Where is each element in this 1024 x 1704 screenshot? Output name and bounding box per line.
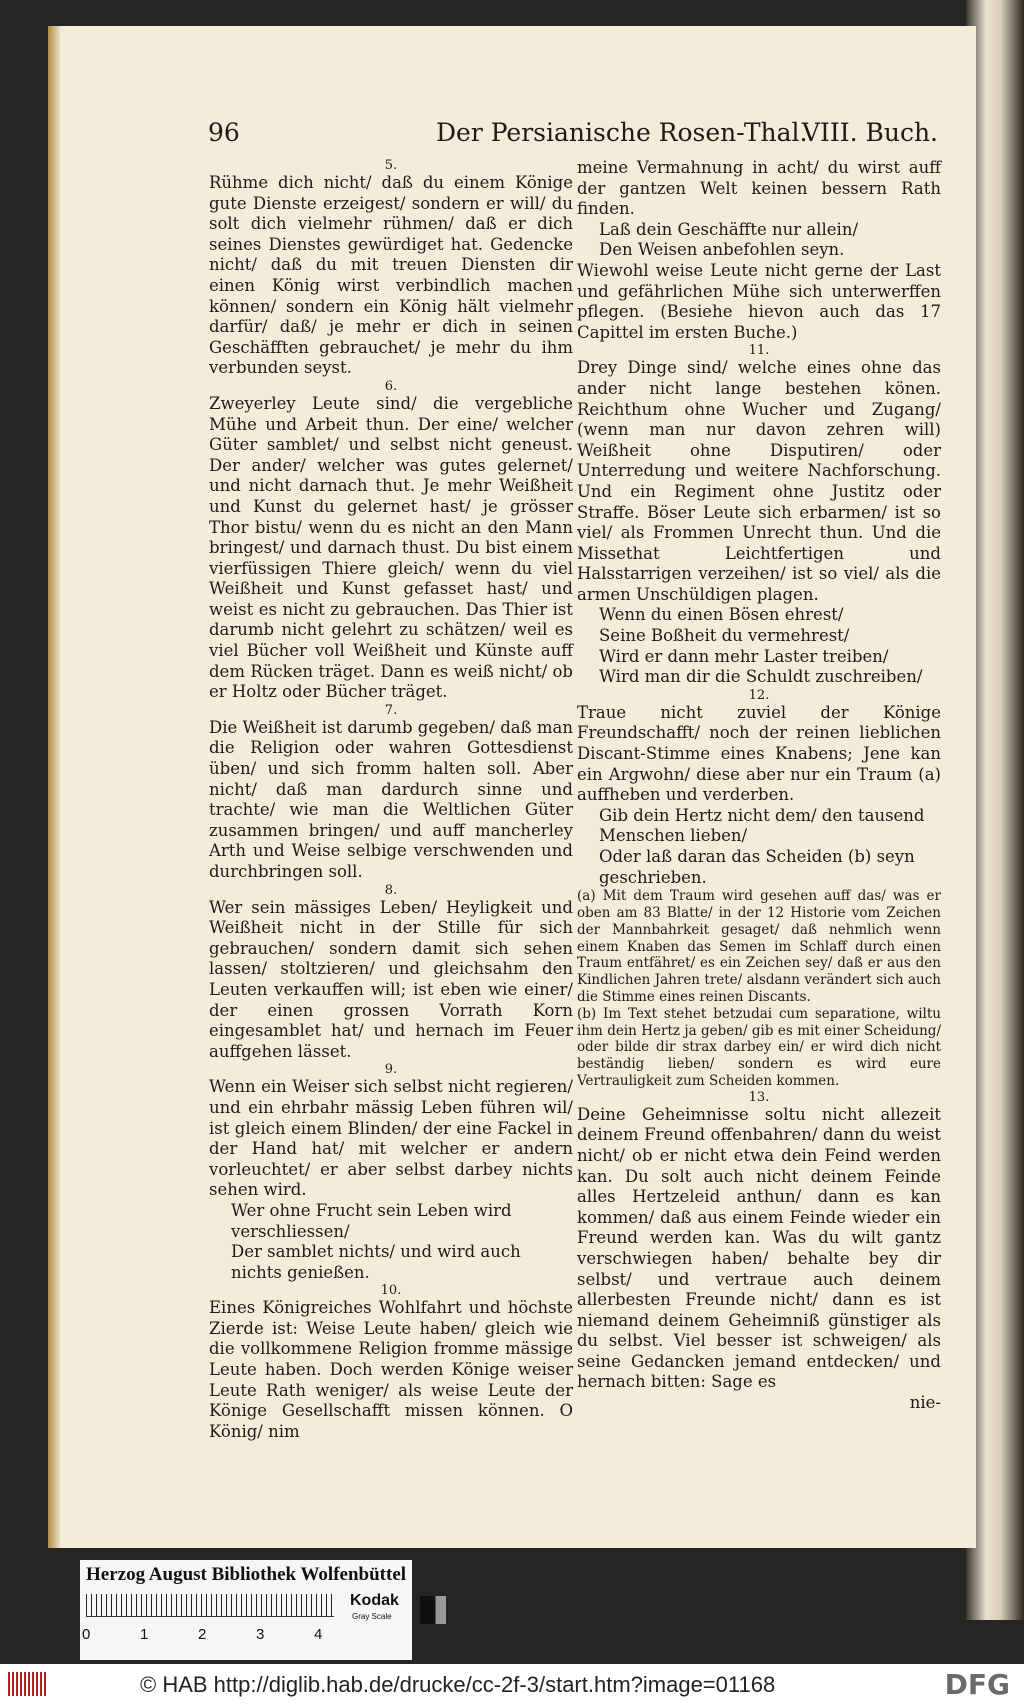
section-number: 9. [384,1062,398,1078]
running-header [208,118,938,154]
verse-line: Wird er dann mehr Laster treiben/ [599,646,889,666]
verse-line: Wird man dir die Schuldt zuschreiben/ [599,667,923,687]
paragraph: Wenn ein Weiser sich selbst nicht regieren/ und ein ehrbahr mässig Leben führen wil/ ist gleich einem Blinden/ der eine Fackel in der Hand hat/ mit welcher er andern vorleuchtet/ er aber selbst darbey nichts sehen wird. [209,1077,573,1200]
verse-line: Laß dein Geschäffte nur allein/ [599,219,859,239]
section-number: 12. [748,687,770,703]
ruler-label: 2 [198,1626,207,1643]
ruler-label: 0 [82,1626,91,1643]
page-number: 96 [208,118,240,147]
paragraph: Deine Geheimnisse soltu nicht allezeit deinem Freund offenbahren/ dann du weist nicht/ ob er nicht etwa dein Feind werden kan. Du solt auch nicht deinem Feinde alles Hertzeleid anthun/ dann es kan kommen/ daß aus einem Feinde wieder ein Freund werden kan. Was du wilt gantz verschwiegen haben/ behalte bey dir selbst/ und vertraue auch deinem allerbesten Freunde nicht/ dann es ist niemand deinem Geheimniß günstiger als du selbst. Viel besser ist schweigen/ als seine Gedancken jemand entdecken/ und hernach bitten: Sage es [577,1104,941,1392]
section-number: 7. [384,702,398,718]
text-column-left [209,158,573,1442]
ruler-label: 3 [256,1626,265,1643]
gray-patch [420,1596,446,1624]
catchword: nie- [909,1393,941,1413]
verse-line: Wer ohne Frucht sein Leben wird verschliessen/ [231,1200,512,1241]
ruler-label: 1 [140,1626,149,1643]
page-edge [48,26,60,1548]
gray-scale-label: Gray Scale [352,1612,392,1621]
text-column-right [577,158,941,1414]
verse-line: Wenn du einen Bösen ehrest/ [599,605,844,625]
verse-line: Den Weisen anbefohlen seyn. [599,240,845,260]
section-number: 6. [384,378,398,394]
running-title: Der Persianische Rosen-Thal. [436,118,808,147]
footnote: (b) Im Text stehet betzudai cum separatione, wiltu ihm dein Hertz ja geben/ gib es mit einer Scheidung/ oder bilde dir strax darbey ein/ er wird dich nicht beständig lieben/ sondern es wird eure Vertrauligkeit zum Scheiden kommen. [577,1005,941,1089]
paragraph: Wer sein mässiges Leben/ Heyligkeit und Weißheit nicht in der Stille für sich gebrauchen/ sondern damit sich sehen lassen/ stoltzieren/ und gleichsahm den Leuten verkauffen will; ist eben wie einer/ der einen grossen Vorrath Korn eingesamblet hat/ und hernach im Feuer auffgehen lässet. [209,897,573,1061]
section-number: 10. [380,1283,402,1299]
paragraph: meine Vermahnung in acht/ du wirst auff der gantzen Welt keinen bessern Rath finden. [577,158,941,219]
section-number: 13. [748,1089,770,1105]
scale-ruler [86,1594,334,1617]
paragraph: Die Weißheit ist darumb gegeben/ daß man die Religion oder wahren Gottesdienst üben/ und sich fromm halten soll. Aber nicht/ daß man dardurch sinne und trachte/ wie man die Weltlichen Güter zusammen bringen/ und auff mancherley Arth und Weise selbige verschwenden und durchbringen soll. [209,717,573,881]
color-target-card [80,1560,412,1660]
ruler-label: 4 [314,1626,323,1643]
verse-line: Der samblet nichts/ und wird auch nichts genießen. [231,1242,521,1282]
footer-bar [0,1664,1024,1704]
library-name: Herzog August Bibliothek Wolfenbüttel [86,1564,407,1585]
barcode-icon [8,1672,48,1696]
verse-line: Gib dein Hertz nicht dem/ den tausend Menschen lieben/ [599,805,925,846]
paragraph: Eines Königreiches Wohlfahrt und höchste Zierde ist: Weise Leute haben/ gleich wie die vollkommene Religion fromme mässige Leute haben. Doch werden Könige weiser Leute Rath weniger/ als weise Leute der Könige Gesellschafft missen können. O König/ nim [209,1298,573,1441]
book-number: VIII. Buch. [801,118,938,147]
dfg-logo: DFG [944,1668,1010,1701]
verse-line: Oder laß daran das Scheiden (b) seyn geschrieben. [599,847,915,887]
verse-line: Seine Boßheit du vermehrest/ [599,626,850,646]
kodak-logo: Kodak [350,1592,399,1609]
paragraph: Traue nicht zuviel der Könige Freundschafft/ noch der reinen lieblichen Discant-Stimme eines Knabens; Jene kan ein Argwohn/ diese aber nur ein Traum (a) auffheben und verderben. [577,702,941,805]
section-number: 11. [748,343,770,359]
section-number: 8. [384,882,398,898]
paragraph: Drey Dinge sind/ welche eines ohne das ander nicht lange bestehen könen. Reichthum ohne Wucher und Zugang/ (wenn man nur davon zehren will) Weißheit ohne Disputiren/ oder Unterredung und weitere Nachforschung. Und ein Regiment ohne Justitz oder Straffe. Böser Leute sich erbarmen/ ist so viel/ als Frommen Unrecht thun. Und die Missethat Leichtfertigen und Halsstarrigen verzeihen/ ist so viel/ als die armen Unschüldigen plagen. [577,358,941,604]
paragraph: Zweyerley Leute sind/ die vergebliche Mühe und Arbeit thun. Der eine/ welcher Güter samblet/ und selbst nicht geneust. Der ander/ welcher was gutes gelernet/ und nicht darnach thut. Je mehr Weißheit und Kunst du gelernet hast/ je grösser Thor bistu/ wenn du es nicht an den Mann bringest/ und darnach thust. Du bist einem vierfüssigen Thiere gleich/ wenn du viel Weißheit und Kunst gefasset hast/ und weist es nicht zu gebrauchen. Das Thier ist darumb nicht gelehrt zu schätzen/ weil es viel Bücher voll Weißheit und Künste auff dem Rücken träget. Dann es weiß nicht/ ob er Holtz oder Bücher träget. [209,393,573,702]
source-url[interactable]: © HAB http://diglib.hab.de/drucke/cc-2f-3/start.htm?image=01168 [140,1672,776,1697]
paragraph: Rühme dich nicht/ daß du einem Könige gute Dienste erzeigest/ sondern er will/ du solt dich vielmehr rühmen/ daß er dich seines Dienstes gewürdiget hat. Gedencke nicht/ daß du mit treuen Diensten dir einen König wirst verbindlich machen können/ sondern ein König hält vielmehr darfür/ daß/ je mehr er dich in seinen Geschäfften gebrauchet/ je mehr du ihm verbunden seyst. [209,173,573,378]
footnote: (a) Mit dem Traum wird gesehen auff das/ was er oben am 83 Blatte/ in der 12 Historie vom Zeichen der Mannbahrkeit gesaget/ daß nehmlich wenn einem Knaben das Semen im Schlaff durch einen Traum entfähret/ es ein Zeichen sey/ daß er aus den Kindlichen Jahren trete/ alsdann verändert sich auch die Stimme eines reinen Discants. [577,888,941,1005]
paragraph: Wiewohl weise Leute nicht gerne der Last und gefährlichen Mühe sich unterwerffen pflegen. (Besiehe hievon auch das 17 Capittel im ersten Buche.) [577,260,941,342]
section-number: 5. [384,158,398,173]
